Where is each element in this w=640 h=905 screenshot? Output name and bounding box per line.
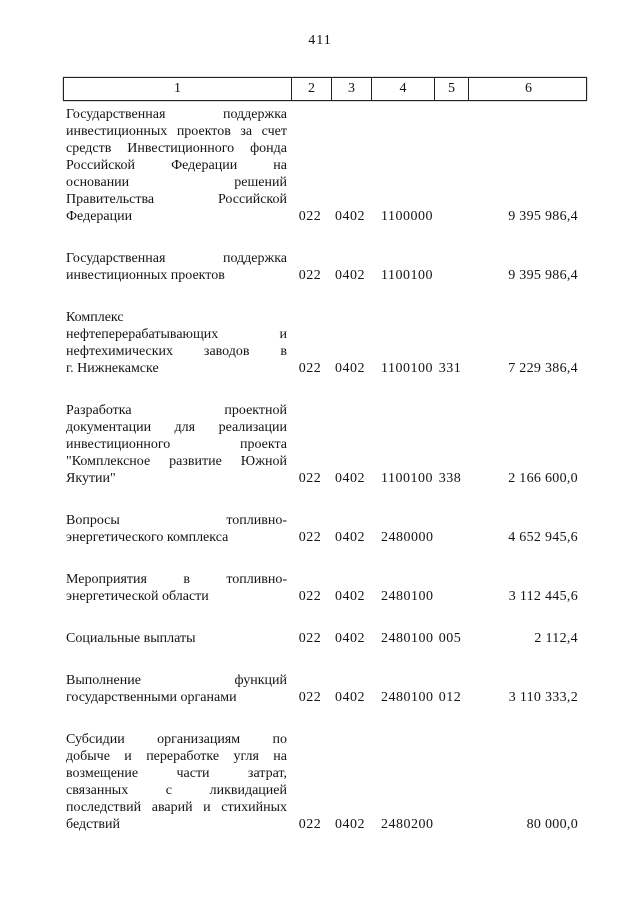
table-header-row xyxy=(63,77,587,101)
expense-name-line: Государственная поддержка xyxy=(66,107,287,122)
page-number: 411 xyxy=(308,33,332,48)
grbs-code-cell: 022 xyxy=(298,530,322,545)
target-article-code-cell: 1100000 xyxy=(381,209,433,224)
expense-name-line: энергетической области xyxy=(66,589,209,604)
expense-name-line: Федерации xyxy=(66,209,133,224)
section-code-cell: 0402 xyxy=(335,690,365,705)
target-article-code-cell: 2480100 xyxy=(381,690,434,705)
section-code-cell: 0402 xyxy=(335,471,365,486)
header-cell-expense-type: 5 xyxy=(434,78,468,100)
header-cell-section: 3 xyxy=(331,78,371,100)
grbs-code-cell: 022 xyxy=(298,690,322,705)
amount-cell: 3 110 333,2 xyxy=(508,690,578,705)
expense-name-line: добыче и переработке угля на xyxy=(66,749,287,764)
expense-name-line: Вопросы топливно- xyxy=(66,513,287,528)
expense-name-line: инвестиционных проектов за счет xyxy=(66,124,287,139)
expense-name-cell xyxy=(63,512,290,546)
target-article-code-cell: 2480200 xyxy=(381,817,434,832)
target-article-code-cell: 2480000 xyxy=(381,530,434,545)
expense-type-code-cell: 012 xyxy=(438,690,462,705)
section-code-cell: 0402 xyxy=(335,631,365,646)
expense-name-line: г. Нижнекамске xyxy=(66,361,159,376)
expense-name-line: инвестиционных проектов xyxy=(66,268,225,283)
expense-name-line: Российской Федерации на xyxy=(66,158,287,173)
table-row xyxy=(63,309,587,377)
amount-cell: 9 395 986,4 xyxy=(508,209,578,224)
expense-name-line: нефтехимических заводов в xyxy=(66,344,287,359)
expense-name-line: связанных с ликвидацией xyxy=(66,783,287,798)
section-code-cell: 0402 xyxy=(335,530,365,545)
grbs-code-cell: 022 xyxy=(298,589,322,604)
expense-name-cell xyxy=(63,309,290,377)
expense-name-line: Комплекс xyxy=(66,310,124,325)
expense-name-line: основании решений xyxy=(66,175,287,190)
amount-cell: 9 395 986,4 xyxy=(508,268,578,283)
target-article-code-cell: 1100100 xyxy=(381,471,433,486)
grbs-code-cell: 022 xyxy=(298,268,322,283)
table-row xyxy=(63,250,587,284)
expense-name-line: документации для реализации xyxy=(66,420,287,435)
amount-cell: 2 166 600,0 xyxy=(508,471,578,486)
expense-name-line: Разработка проектной xyxy=(66,403,287,418)
expense-type-code-cell: 338 xyxy=(438,471,462,486)
expense-name-line: инвестиционного проекта xyxy=(66,437,287,452)
amount-cell: 80 000,0 xyxy=(526,817,578,832)
expense-name-line: Мероприятия в топливно- xyxy=(66,572,287,587)
expense-name-cell xyxy=(63,731,290,833)
amount-cell: 4 652 945,6 xyxy=(508,530,578,545)
target-article-code-cell: 2480100 xyxy=(381,589,434,604)
header-cell-grbs: 2 xyxy=(291,78,331,100)
expense-name-line: Якутии" xyxy=(66,471,116,486)
expense-name-line: "Комплексное развитие Южной xyxy=(66,454,287,469)
expense-name-cell xyxy=(63,571,290,605)
expense-name-line: бедствий xyxy=(66,817,121,832)
expense-name-line: государственными органами xyxy=(66,690,237,705)
section-code-cell: 0402 xyxy=(335,817,365,832)
expense-name-line: Государственная поддержка xyxy=(66,251,287,266)
expense-name-line: Субсидии организациям по xyxy=(66,732,287,747)
section-code-cell: 0402 xyxy=(335,268,365,283)
target-article-code-cell: 1100100 xyxy=(381,361,433,376)
grbs-code-cell: 022 xyxy=(298,817,322,832)
header-cell-target-article: 4 xyxy=(371,78,434,100)
expense-name-line: возмещение части затрат, xyxy=(66,766,287,781)
amount-cell: 2 112,4 xyxy=(534,631,578,646)
expense-name-line: Правительства Российской xyxy=(66,192,287,207)
expense-type-code-cell: 005 xyxy=(438,631,462,646)
table-row xyxy=(63,512,587,546)
section-code-cell: 0402 xyxy=(335,361,365,376)
expense-name-cell xyxy=(63,106,290,225)
amount-cell: 7 229 386,4 xyxy=(508,361,578,376)
grbs-code-cell: 022 xyxy=(298,209,322,224)
expense-name-line: энергетического комплекса xyxy=(66,530,229,545)
header-cell-name: 1 xyxy=(174,81,181,96)
expense-name-cell xyxy=(63,402,290,487)
expense-name-cell xyxy=(63,250,290,284)
expense-name-line: Социальные выплаты xyxy=(66,631,196,646)
table-row xyxy=(63,402,587,487)
expense-name-cell xyxy=(63,672,290,706)
grbs-code-cell: 022 xyxy=(298,361,322,376)
budget-table xyxy=(63,77,587,833)
table-row xyxy=(63,571,587,605)
target-article-code-cell: 2480100 xyxy=(381,631,434,646)
table-row xyxy=(63,731,587,833)
section-code-cell: 0402 xyxy=(335,209,365,224)
section-code-cell: 0402 xyxy=(335,589,365,604)
expense-name-line: средств Инвестиционного фонда xyxy=(66,141,287,156)
grbs-code-cell: 022 xyxy=(298,471,322,486)
header-cell-amount: 6 xyxy=(468,78,588,100)
table-row xyxy=(63,672,587,706)
expense-type-code-cell: 331 xyxy=(438,361,462,376)
expense-name-line: Выполнение функций xyxy=(66,673,287,688)
table-body xyxy=(63,106,587,833)
grbs-code-cell: 022 xyxy=(298,631,322,646)
table-row xyxy=(63,630,587,647)
amount-cell: 3 112 445,6 xyxy=(508,589,578,604)
expense-name-line: последствий аварий и стихийных xyxy=(66,800,287,815)
target-article-code-cell: 1100100 xyxy=(381,268,433,283)
table-row xyxy=(63,106,587,225)
expense-name-line: нефтеперерабатывающих и xyxy=(66,327,287,342)
expense-name-cell xyxy=(63,630,290,647)
